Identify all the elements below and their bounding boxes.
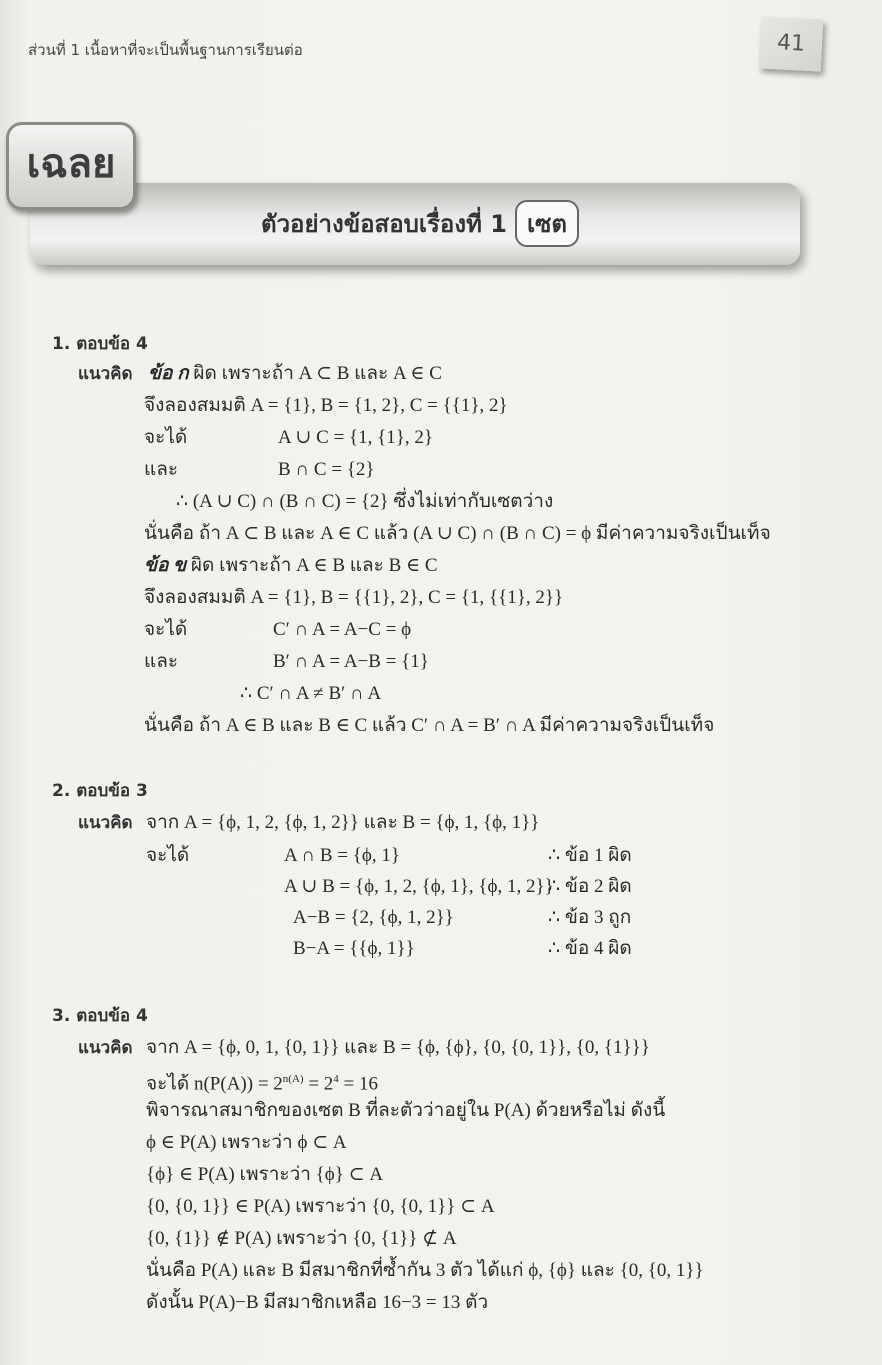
page-number: 41 [759, 16, 824, 71]
title-text: ตัวอย่างข้อสอบเรื่องที่ 1 [260, 210, 507, 238]
q3-answer: 3. ตอบข้อ 4 [52, 1006, 148, 1026]
q3-line: {ϕ} ∈ P(A) เพราะว่า {ϕ} ⊂ A [146, 1164, 384, 1185]
q3-line: ϕ ∈ P(A) เพราะว่า ϕ ⊂ A [146, 1132, 347, 1153]
exponent: 4 [333, 1073, 339, 1085]
exponent: n(A) [282, 1073, 304, 1085]
q2-answer: 2. ตอบข้อ 3 [52, 781, 148, 801]
q1-line: C′ ∩ A = A−C = ϕ [273, 619, 412, 640]
q3-line: {0, {0, 1}} ∈ P(A) เพราะว่า {0, {0, 1}} ⊂ A [146, 1196, 495, 1217]
q3-line [146, 1067, 378, 1096]
power-set-eq: = 2 [303, 1073, 334, 1095]
q1-line-label: จะได้ [144, 619, 188, 640]
q2-eq: A ∪ B = {ϕ, 1, 2, {ϕ, 1}, {ϕ, 1, 2}} [284, 876, 554, 897]
power-set-result: = 16 [338, 1073, 379, 1095]
q1-line: ∴ (A ∪ C) ∩ (B ∩ C) = {2} ซึ่งไม่เท่ากับเซตว่าง [176, 491, 554, 512]
q2-result: ∴ ข้อ 3 ถูก [548, 907, 632, 928]
q2-result: ∴ ข้อ 4 ผิด [548, 938, 632, 959]
q1-line-label: จะได้ [144, 427, 188, 448]
q3-line: นั่นคือ P(A) และ B มีสมาชิกที่ซ้ำกัน 3 ตัว ได้แก่ ϕ, {ϕ} และ {0, {0, 1}} [146, 1260, 704, 1281]
q1-line-label: และ [144, 459, 179, 480]
q3-line: {0, {1}} ∉ P(A) เพราะว่า {0, {1}} ⊄ A [146, 1228, 457, 1249]
q1-line: จึงลองสมมติ A = {1}, B = {{1}, 2}, C = {1, {{1}, 2}} [144, 587, 564, 608]
q1-line: จึงลองสมมติ A = {1}, B = {1, 2}, C = {{1}, 2} [144, 395, 508, 416]
q2-approach-label: แนวคิด [78, 813, 133, 833]
q2-eq: A ∩ B = {ϕ, 1} [284, 845, 401, 866]
q1-line-label: และ [144, 651, 179, 672]
q1-approach-label: แนวคิด [78, 364, 133, 384]
q2-result: ∴ ข้อ 1 ผิด [548, 845, 632, 866]
q1-line: ∴ C′ ∩ A ≠ B′ ∩ A [240, 683, 382, 704]
q1-case-b [144, 554, 438, 578]
power-set-count: จะได้ n(P(A)) = 2 [146, 1073, 283, 1095]
page-title [0, 200, 840, 247]
q1-case-a [148, 362, 442, 386]
q3-line: พิจารณาสมาชิกของเซต B ที่ละตัวว่าอยู่ใน P(A) ด้วยหรือไม่ ดังนี้ [146, 1100, 666, 1121]
answer-badge: เฉลย [6, 122, 136, 210]
q2-line-label: จะได้ [146, 845, 190, 866]
q1-line: นั่นคือ ถ้า A ⊂ B และ A ∈ C แล้ว (A ∪ C) ∩ (B ∩ C) = ϕ มีค่าความจริงเป็นเท็จ [144, 523, 771, 544]
case-b-text: ผิด เพราะถ้า A ∈ B และ B ∈ C [186, 555, 438, 576]
q3-approach-label: แนวคิด [78, 1038, 133, 1058]
q1-line: B′ ∩ A = A−B = {1} [273, 651, 429, 672]
q3-line: จาก A = {ϕ, 0, 1, {0, 1}} และ B = {ϕ, {ϕ}, {0, {0, 1}}, {0, {1}}} [146, 1037, 650, 1058]
q2-eq: B−A = {{ϕ, 1}} [293, 938, 415, 959]
section-header: ส่วนที่ 1 เนื้อหาที่จะเป็นพื้นฐานการเรียนต่อ [28, 41, 303, 59]
q1-line: B ∩ C = {2} [278, 459, 375, 480]
q2-result: ∴ ข้อ 2 ผิด [548, 876, 632, 897]
q1-answer: 1. ตอบข้อ 4 [52, 334, 148, 354]
q1-line: A ∪ C = {1, {1}, 2} [278, 427, 433, 448]
case-a-text: ผิด เพราะถ้า A ⊂ B และ A ∈ C [188, 363, 442, 384]
case-a-label: ข้อ ก [148, 363, 189, 384]
q1-line: นั่นคือ ถ้า A ∈ B และ B ∈ C แล้ว C′ ∩ A = B′ ∩ A มีค่าความจริงเป็นเท็จ [144, 715, 715, 736]
topic-tag: เซต [515, 200, 579, 247]
q3-line: ดังนั้น P(A)−B มีสมาชิกเหลือ 16−3 = 13 ตัว [146, 1292, 489, 1313]
q2-line: จาก A = {ϕ, 1, 2, {ϕ, 1, 2}} และ B = {ϕ, 1, {ϕ, 1}} [146, 812, 540, 833]
q2-eq: A−B = {2, {ϕ, 1, 2}} [293, 907, 454, 928]
case-b-label: ข้อ ข [144, 555, 187, 576]
